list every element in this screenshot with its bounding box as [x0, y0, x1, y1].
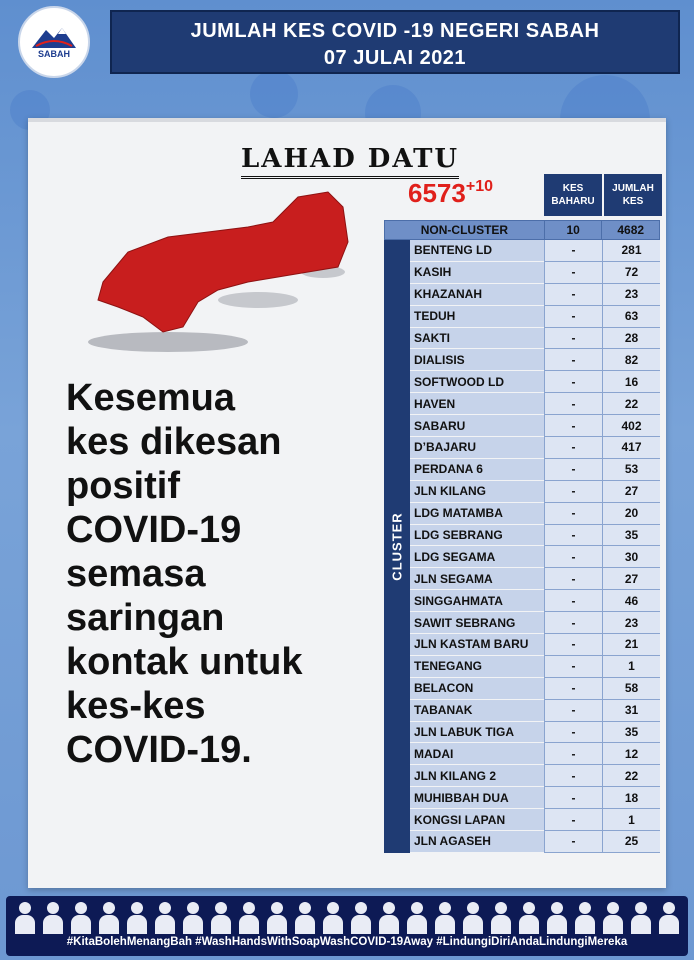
- cluster-new-cell: -: [544, 503, 602, 525]
- cluster-name-cell: BELACON: [410, 678, 544, 700]
- cluster-new-cell: -: [544, 459, 602, 481]
- cluster-new-cell: -: [544, 809, 602, 831]
- table-row: [410, 612, 660, 634]
- cluster-total-cell: 417: [602, 437, 660, 459]
- frontliner-figure-icon: [182, 900, 204, 934]
- table-row: [410, 678, 660, 700]
- cluster-new-cell: -: [544, 349, 602, 371]
- cluster-name-cell: SOFTWOOD LD: [410, 371, 544, 393]
- frontliner-figure-icon: [154, 900, 176, 934]
- table-row: [410, 415, 660, 437]
- table-row: [410, 809, 660, 831]
- frontliner-figure-icon: [70, 900, 92, 934]
- cluster-new-cell: -: [544, 700, 602, 722]
- district-panel: [28, 118, 666, 888]
- cluster-name-cell: MADAI: [410, 743, 544, 765]
- frontliner-figure-icon: [602, 900, 624, 934]
- frontliner-figure-icon: [238, 900, 260, 934]
- table-row: [410, 349, 660, 371]
- table-row: [410, 634, 660, 656]
- table-row: [410, 568, 660, 590]
- cluster-name-cell: KONGSI LAPAN: [410, 809, 544, 831]
- cluster-total-cell: 22: [602, 393, 660, 415]
- table-row: [410, 722, 660, 744]
- frontliner-figure-icon: [14, 900, 36, 934]
- cluster-rows: [410, 240, 660, 853]
- table-row: [410, 656, 660, 678]
- district-map-icon: [58, 182, 358, 362]
- table-row: [410, 590, 660, 612]
- cluster-name-cell: SABARU: [410, 415, 544, 437]
- header-banner: [110, 10, 680, 74]
- cluster-total-cell: 30: [602, 546, 660, 568]
- frontliner-figure-icon: [658, 900, 680, 934]
- cluster-new-cell: -: [544, 371, 602, 393]
- table-row: [410, 700, 660, 722]
- cluster-total-cell: 23: [602, 284, 660, 306]
- cluster-new-cell: -: [544, 722, 602, 744]
- cluster-total-cell: 31: [602, 700, 660, 722]
- cluster-new-cell: -: [544, 240, 602, 262]
- cluster-name-cell: JLN KILANG: [410, 481, 544, 503]
- cluster-new-cell: -: [544, 634, 602, 656]
- cluster-new-cell: -: [544, 328, 602, 350]
- cluster-name-cell: JLN LABUK TIGA: [410, 722, 544, 744]
- new-cases: +10: [465, 178, 493, 195]
- cluster-name-cell: D’BAJARU: [410, 437, 544, 459]
- cases-table: [384, 220, 660, 853]
- cluster-new-cell: -: [544, 787, 602, 809]
- cluster-total-cell: 21: [602, 634, 660, 656]
- non-cluster-new: 10: [544, 221, 602, 239]
- cluster-total-cell: 402: [602, 415, 660, 437]
- cluster-name-cell: LDG SEGAMA: [410, 546, 544, 568]
- statement-text: [66, 376, 366, 772]
- cluster-new-cell: -: [544, 393, 602, 415]
- cluster-name-cell: TEDUH: [410, 306, 544, 328]
- cluster-total-cell: 27: [602, 568, 660, 590]
- table-row: [410, 328, 660, 350]
- cluster-name-cell: LDG SEBRANG: [410, 525, 544, 547]
- cluster-total-cell: 27: [602, 481, 660, 503]
- cluster-total-cell: 72: [602, 262, 660, 284]
- cluster-name-cell: SAWIT SEBRANG: [410, 612, 544, 634]
- cluster-name-cell: TENEGANG: [410, 656, 544, 678]
- cluster-name-cell: DIALISIS: [410, 349, 544, 371]
- cluster-total-cell: 35: [602, 525, 660, 547]
- frontliner-figure-icon: [574, 900, 596, 934]
- mountain-logo-icon: [32, 26, 76, 48]
- table-row: [410, 262, 660, 284]
- non-cluster-row: [384, 220, 660, 240]
- cluster-total-cell: 53: [602, 459, 660, 481]
- cluster-new-cell: -: [544, 743, 602, 765]
- cluster-name-cell: SINGGAHMATA: [410, 590, 544, 612]
- cluster-new-cell: -: [544, 481, 602, 503]
- sabah-logo: [18, 6, 90, 78]
- cluster-total-cell: 35: [602, 722, 660, 744]
- cluster-total-cell: 28: [602, 328, 660, 350]
- cluster-new-cell: -: [544, 590, 602, 612]
- cluster-total-cell: 1: [602, 809, 660, 831]
- frontliner-figure-icon: [294, 900, 316, 934]
- cluster-new-cell: -: [544, 568, 602, 590]
- frontliner-figure-icon: [546, 900, 568, 934]
- cluster-total-cell: 16: [602, 371, 660, 393]
- table-row: [410, 240, 660, 262]
- table-row: [410, 546, 660, 568]
- frontliner-figure-icon: [266, 900, 288, 934]
- statement-line: saringan: [66, 597, 225, 639]
- table-row: [410, 371, 660, 393]
- cluster-new-cell: -: [544, 831, 602, 853]
- non-cluster-total: 4682: [601, 221, 659, 239]
- frontliner-figure-icon: [210, 900, 232, 934]
- frontliner-figure-icon: [322, 900, 344, 934]
- cluster-side-label: CLUSTER: [384, 240, 410, 853]
- table-row: [410, 831, 660, 853]
- frontliner-figure-icon: [126, 900, 148, 934]
- cluster-new-cell: -: [544, 765, 602, 787]
- district-name: LAHAD DATU: [241, 144, 459, 179]
- statement-line: semasa: [66, 553, 206, 595]
- table-row: [410, 787, 660, 809]
- table-row: [410, 503, 660, 525]
- cluster-new-cell: -: [544, 612, 602, 634]
- cluster-total-cell: 22: [602, 765, 660, 787]
- statement-line: COVID-19.: [66, 729, 252, 771]
- cluster-new-cell: -: [544, 656, 602, 678]
- cluster-total-cell: 82: [602, 349, 660, 371]
- cluster-name-cell: KHAZANAH: [410, 284, 544, 306]
- cluster-name-cell: JLN SEGAMA: [410, 568, 544, 590]
- cluster-new-cell: -: [544, 262, 602, 284]
- cluster-name-cell: MUHIBBAH DUA: [410, 787, 544, 809]
- statement-line: Kesemua: [66, 377, 235, 419]
- cluster-name-cell: JLN AGASEH: [410, 831, 544, 853]
- cluster-new-cell: -: [544, 284, 602, 306]
- total-cases: 6573: [408, 178, 466, 208]
- table-row: [410, 743, 660, 765]
- table-row: [410, 481, 660, 503]
- statement-line: COVID-19: [66, 509, 242, 551]
- frontliner-figure-icon: [406, 900, 428, 934]
- frontliner-figure-icon: [434, 900, 456, 934]
- frontliner-figures: [14, 900, 680, 934]
- non-cluster-label: NON-CLUSTER: [420, 223, 509, 237]
- table-row: [410, 284, 660, 306]
- table-row: [410, 306, 660, 328]
- statement-line: positif: [66, 465, 180, 507]
- cluster-total-cell: 20: [602, 503, 660, 525]
- virus-decoration-icon: [250, 70, 298, 118]
- cluster-total-cell: 18: [602, 787, 660, 809]
- cluster-name-cell: KASIH: [410, 262, 544, 284]
- cluster-total-cell: 46: [602, 590, 660, 612]
- cluster-new-cell: -: [544, 415, 602, 437]
- frontliner-figure-icon: [462, 900, 484, 934]
- cluster-total-cell: 23: [602, 612, 660, 634]
- cluster-total-cell: 63: [602, 306, 660, 328]
- cluster-new-cell: -: [544, 437, 602, 459]
- district-total: [408, 178, 493, 209]
- cluster-total-cell: 12: [602, 743, 660, 765]
- cluster-name-cell: JLN KILANG 2: [410, 765, 544, 787]
- table-row: [410, 525, 660, 547]
- page-date: 07 JULAI 2021: [323, 47, 467, 69]
- cluster-new-cell: -: [544, 546, 602, 568]
- cluster-name-cell: SAKTI: [410, 328, 544, 350]
- cluster-total-cell: 58: [602, 678, 660, 700]
- statement-line: kontak untuk: [66, 641, 303, 683]
- cluster-name-cell: LDG MATAMBA: [410, 503, 544, 525]
- table-row: [410, 393, 660, 415]
- frontliner-figure-icon: [98, 900, 120, 934]
- cluster-total-cell: 1: [602, 656, 660, 678]
- frontliner-figure-icon: [630, 900, 652, 934]
- table-row: [410, 459, 660, 481]
- table-row: [410, 437, 660, 459]
- cluster-new-cell: -: [544, 525, 602, 547]
- cluster-total-cell: 25: [602, 831, 660, 853]
- logo-text: SABAH: [37, 48, 70, 59]
- statement-line: kes-kes: [66, 685, 206, 727]
- cluster-name-cell: BENTENG LD: [410, 240, 544, 262]
- cluster-name-cell: PERDANA 6: [410, 459, 544, 481]
- table-row: [410, 765, 660, 787]
- cluster-total-cell: 281: [602, 240, 660, 262]
- cluster-new-cell: -: [544, 306, 602, 328]
- frontliner-figure-icon: [518, 900, 540, 934]
- footer-banner: [6, 896, 688, 956]
- footer-hashtags: #KitaBolehMenangBah #WashHandsWithSoapWashCOVID-19Away #LindungiDiriAndaLindungiMereka: [66, 936, 628, 948]
- frontliner-figure-icon: [42, 900, 64, 934]
- cluster-name-cell: TABANAK: [410, 700, 544, 722]
- frontliner-figure-icon: [350, 900, 372, 934]
- cluster-name-cell: JLN KASTAM BARU: [410, 634, 544, 656]
- col-header-new: KES BAHARU: [544, 174, 602, 216]
- cluster-name-cell: HAVEN: [410, 393, 544, 415]
- frontliner-figure-icon: [378, 900, 400, 934]
- frontliner-figure-icon: [490, 900, 512, 934]
- col-header-total: JUMLAH KES: [604, 174, 662, 216]
- page-title: JUMLAH KES COVID -19 NEGERI SABAH: [190, 20, 600, 42]
- statement-line: kes dikesan: [66, 421, 282, 463]
- cluster-new-cell: -: [544, 678, 602, 700]
- cluster-block: [384, 240, 660, 853]
